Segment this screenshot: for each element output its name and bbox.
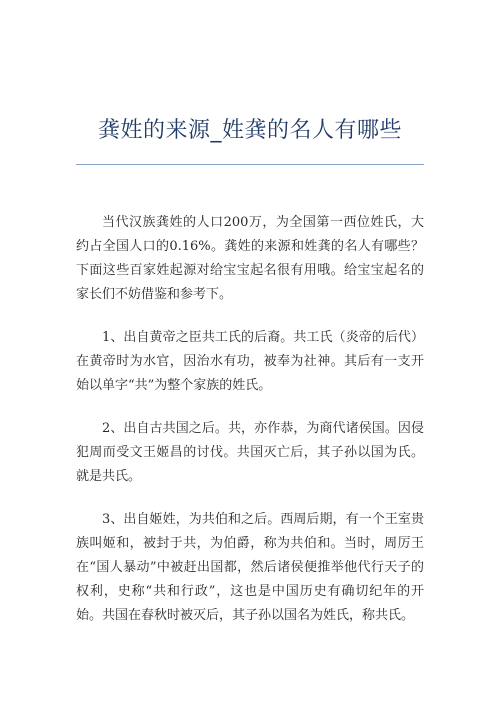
origin-paragraph-2: 2、出自古共国之后。共，亦作恭，为商代诸侯国。因侵犯周而受文王姬昌的讨伐。共国灭亡后，其子孙以国为氏。就是共氏。 <box>76 421 424 484</box>
origin-paragraph-3: 3、出自姬姓，为共伯和之后。西周后期，有一个王室贵族叫姬和，被封于共，为伯爵，称为共伯和。当时，周厉王在“国人暴动”中被赶出国都，然后诸侯便推举他代行天子的权利，史称“共和行政”，这也是中国历史有确切纪年的开始。共国在春秋时被灭后，其子孙以国名为姓氏，称共氏。 <box>76 512 424 623</box>
article-body <box>76 211 424 647</box>
intro-paragraph: 当代汉族龚姓的人口200万，为全国第一西位姓氏，大约占全国人口的0.16%。龚姓的来源和姓龚的名人有哪些？下面这些百家姓起源对给宝宝起名很有用哦。给宝宝起名的家长们不妨借鉴和参考下。 <box>76 215 424 302</box>
title-divider <box>76 164 424 165</box>
origin-paragraph-1: 1、出自黄帝之臣共工氏的后裔。共工氏（炎帝的后代）在黄帝时为水官，因治水有功，被奉为社神。其后有一支开始以单字“共”为整个家族的姓氏。 <box>76 330 424 393</box>
page-title: 龚姓的来源_姓龚的名人有哪些 <box>97 118 402 143</box>
